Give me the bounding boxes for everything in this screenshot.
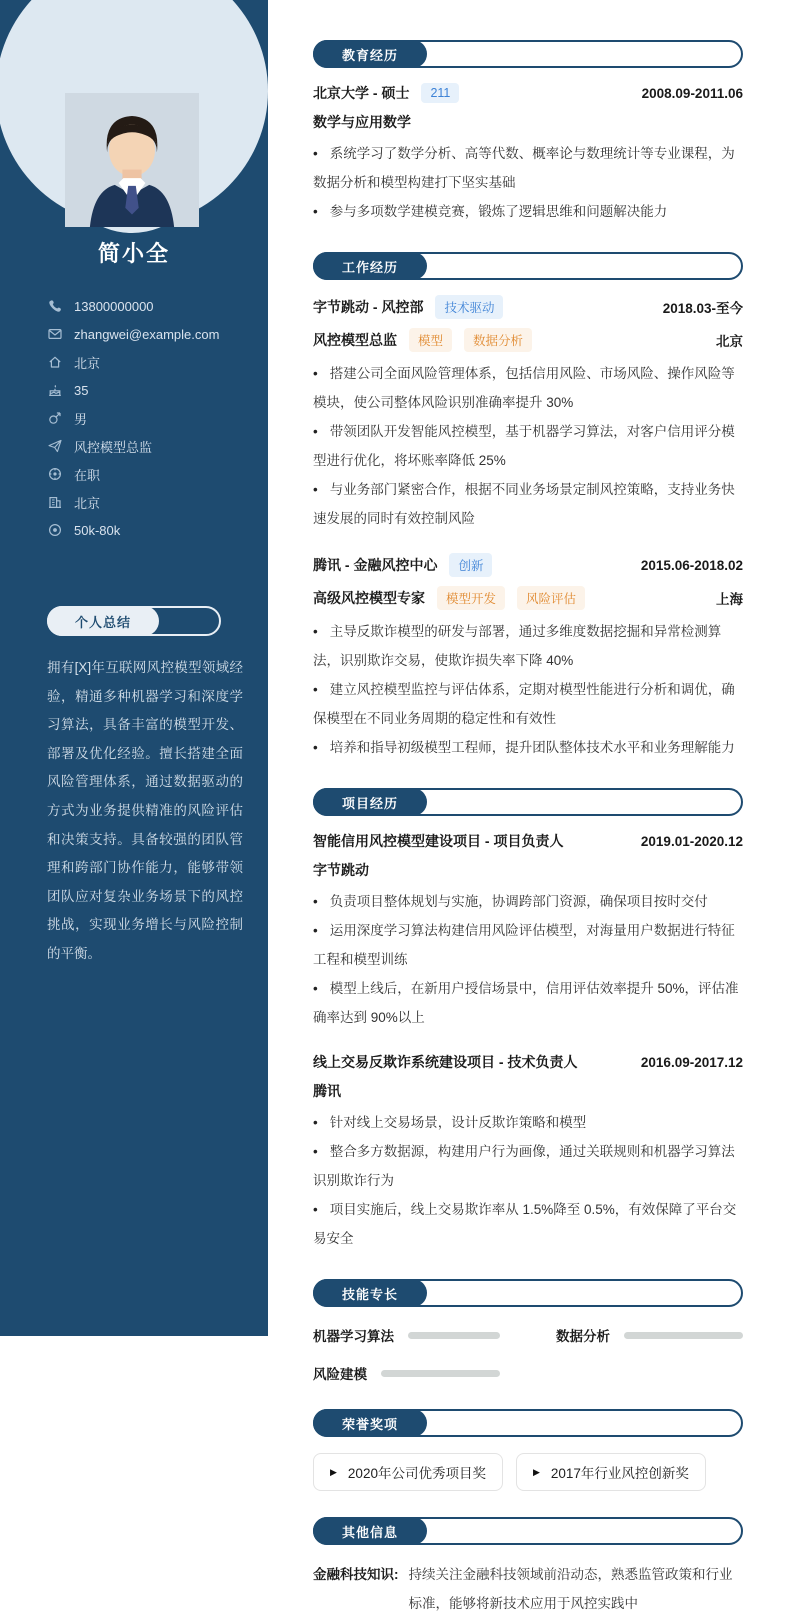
- project-entry-antifraud: [313, 1052, 743, 1253]
- award-chip-2020: [313, 1453, 503, 1491]
- contact-salary: [47, 516, 243, 544]
- bullet-item: [313, 617, 743, 675]
- candidate-name: 简小全: [97, 241, 170, 266]
- section-education: [313, 40, 743, 226]
- bullet-item: [313, 359, 743, 417]
- company-name: 腾讯 - 金融风控中心: [313, 557, 438, 574]
- contact-value: 35: [74, 382, 89, 398]
- company-badge: 技术驱动: [435, 295, 503, 319]
- education-header: [313, 40, 743, 68]
- bullet-text: 项目实施后，线上交易欺诈率从 1.5%降至 0.5%，有效保障了平台交易安全: [313, 1202, 737, 1247]
- triangle-marker-icon: ▶: [330, 1466, 337, 1477]
- summary-section-header: [47, 606, 221, 636]
- bullet-dot: •: [313, 894, 318, 910]
- section-projects: [313, 788, 743, 1253]
- bullet-dot: •: [313, 923, 318, 939]
- major-name: 数学与应用数学: [313, 114, 411, 130]
- bullet-text: 参与多项数学建模竞赛，锻炼了逻辑思维和问题解决能力: [329, 204, 668, 220]
- awards-header: [313, 1409, 743, 1437]
- work-header: [313, 252, 743, 280]
- bullet-dot: •: [313, 1202, 318, 1218]
- award-list: [313, 1453, 743, 1491]
- bullet-item: [313, 1195, 743, 1253]
- project-name: 线上交易反欺诈系统建设项目 - 技术负责人: [313, 1054, 578, 1071]
- skill-risk-modeling: [313, 1363, 500, 1383]
- awards-title: 荣誉奖项: [313, 1409, 427, 1437]
- bullet-dot: •: [313, 624, 318, 640]
- summary-text: 拥有[X]年互联网风控模型领域经验，精通多种机器学习和深度学习算法，具备丰富的模型开发、部署及优化经验。擅长搭建全面风险管理体系，通过数据驱动的方式为业务提供精准的风险评估和决策支持。具备较强的团队管理和跨部门协作能力，能够带领团队应对复杂业务场景下的风控挑战，实现业务增长与风险控制的平衡。: [47, 660, 243, 962]
- education-entry: [313, 83, 743, 226]
- bullet-item: [313, 887, 743, 916]
- contact-value: 北京: [74, 355, 101, 371]
- projects-header: [313, 788, 743, 816]
- contact-value: 13800000000: [74, 298, 154, 314]
- bullet-item: [313, 197, 743, 226]
- project-org: 字节跳动: [313, 862, 369, 879]
- skill-machine-learning: [313, 1325, 500, 1345]
- project-bullets: [313, 887, 743, 1032]
- contact-home: [47, 348, 243, 376]
- award-text: 2017年行业风控创新奖: [550, 1466, 689, 1482]
- skills-title: 技能专长: [313, 1279, 427, 1307]
- bullet-item: [313, 675, 743, 733]
- bullet-dot: •: [313, 366, 318, 382]
- work-bullets: [313, 359, 743, 533]
- skill-progress-bar: [624, 1332, 743, 1339]
- project-date: 2019.01-2020.12: [640, 833, 743, 849]
- home-icon: [47, 354, 63, 370]
- building-icon: [47, 494, 63, 510]
- job-role: 风控模型总监: [313, 332, 397, 349]
- bullet-text: 整合多方数据源，构建用户行为画像，通过关联规则和机器学习算法识别欺诈行为: [313, 1144, 735, 1189]
- contact-list: [0, 292, 268, 544]
- education-date: 2008.09-2011.06: [641, 85, 743, 101]
- bullet-dot: •: [313, 1144, 318, 1160]
- contact-status: [47, 460, 243, 488]
- contact-value: 男: [74, 411, 88, 427]
- summary-section-title: 个人总结: [47, 606, 159, 636]
- school-name: 北京大学 - 硕士: [313, 85, 410, 101]
- contact-gender: [47, 404, 243, 432]
- work-date: 2018.03-至今: [662, 301, 743, 317]
- bullet-item: [313, 1137, 743, 1195]
- salary-target-icon: [47, 522, 63, 538]
- bullet-item: [313, 417, 743, 475]
- status-icon: [47, 466, 63, 482]
- award-text: 2020年公司优秀项目奖: [347, 1466, 486, 1482]
- project-date: 2016.09-2017.12: [640, 1054, 743, 1070]
- education-title: 教育经历: [313, 40, 427, 68]
- bullet-text: 与业务部门紧密合作，根据不同业务场景定制风控策略，支持业务快速发展的同时有效控制风险: [313, 482, 735, 527]
- other-info-row: [313, 1561, 743, 1618]
- section-skills: [313, 1279, 743, 1383]
- age-cake-icon: [47, 382, 63, 398]
- work-date: 2015.06-2018.02: [640, 557, 743, 573]
- project-org: 腾讯: [313, 1083, 341, 1100]
- bullet-text: 带领团队开发智能风控模型，基于机器学习算法，对客户信用评分模型进行优化，将坏账率降低 25%: [313, 424, 735, 469]
- contact-position: [47, 432, 243, 460]
- company-name: 字节跳动 - 风控部: [313, 299, 424, 316]
- education-bullets: [313, 139, 743, 226]
- bullet-dot: •: [313, 482, 318, 498]
- work-entry-bytedance: [313, 295, 743, 533]
- company-badge: 创新: [449, 553, 492, 577]
- bullet-dot: •: [313, 740, 318, 756]
- bullet-text: 负责项目整体规划与实施，协调跨部门资源，确保项目按时交付: [329, 894, 708, 910]
- projects-title: 项目经历: [313, 788, 427, 816]
- job-role: 高级风控模型专家: [313, 590, 425, 607]
- work-bullets: [313, 617, 743, 762]
- contact-value: zhangwei@example.com: [74, 326, 220, 342]
- skill-name: 风险建模: [313, 1367, 367, 1383]
- work-title: 工作经历: [313, 252, 427, 280]
- section-awards: [313, 1409, 743, 1491]
- project-bullets: [313, 1108, 743, 1253]
- bullet-item: [313, 916, 743, 974]
- bullet-item: [313, 475, 743, 533]
- skill-name: 机器学习算法: [313, 1329, 394, 1345]
- bullet-text: 主导反欺诈模型的研发与部署，通过多维度数据挖掘和异常检测算法，识别欺诈交易，使欺诈损失率下降 40%: [313, 624, 722, 669]
- bullet-dot: •: [313, 1115, 318, 1131]
- school-badge-211: 211: [421, 83, 459, 103]
- skill-progress-bar: [408, 1332, 500, 1339]
- bullet-text: 运用深度学习算法构建信用风险评估模型，对海量用户数据进行特征工程和模型训练: [313, 923, 735, 968]
- section-work: [313, 252, 743, 762]
- bullet-text: 建立风控模型监控与评估体系，定期对模型性能进行分析和调优，确保模型在不同业务周期的稳定性和有效性: [313, 682, 735, 727]
- paper-plane-icon: [47, 438, 63, 454]
- bullet-text: 搭建公司全面风险管理体系，包括信用风险、市场风险、操作风险等模块，使公司整体风险识别准确率提升 30%: [313, 366, 735, 411]
- bullet-dot: •: [313, 981, 318, 997]
- contact-email: [47, 320, 243, 348]
- skill-list: [313, 1325, 743, 1383]
- bullet-dot: •: [313, 146, 318, 161]
- triangle-marker-icon: ▶: [532, 1466, 540, 1477]
- phone-icon: [47, 298, 63, 314]
- gender-icon: [47, 410, 63, 426]
- bullet-item: [313, 974, 743, 1032]
- resume-body: [268, 0, 794, 1611]
- other-title: 其他信息: [313, 1517, 427, 1545]
- role-tag: 模型: [409, 328, 452, 352]
- contact-age: [47, 376, 243, 404]
- bullet-dot: •: [313, 682, 318, 698]
- sidebar: [0, 0, 268, 1336]
- contact-phone: [47, 292, 243, 320]
- project-entry-credit-model: [313, 831, 743, 1032]
- contact-value: 在职: [74, 467, 101, 483]
- bullet-item: [313, 1108, 743, 1137]
- bullet-dot: •: [313, 424, 318, 440]
- contact-city: [47, 488, 243, 516]
- role-tag: 数据分析: [464, 328, 532, 352]
- email-icon: [47, 326, 63, 342]
- project-name: 智能信用风控模型建设项目 - 项目负责人: [313, 833, 564, 850]
- role-tag: 模型开发: [437, 586, 505, 610]
- bullet-item: [313, 733, 743, 762]
- work-location: 北京: [716, 334, 743, 350]
- role-tag: 风险评估: [517, 586, 585, 610]
- skill-name: 数据分析: [556, 1329, 610, 1345]
- award-chip-2017: [516, 1453, 706, 1491]
- bullet-text: 模型上线后，在新用户授信场景中，信用评估效率提升 50%，评估准确率达到 90%以上: [313, 981, 739, 1026]
- bullet-dot: •: [313, 204, 318, 220]
- bullet-text: 针对线上交易场景，设计反欺诈策略和模型: [329, 1115, 587, 1131]
- work-entry-tencent: [313, 553, 743, 762]
- other-header: [313, 1517, 743, 1545]
- bullet-item: [313, 139, 743, 197]
- other-info-label: 金融科技知识:: [313, 1567, 399, 1583]
- skill-data-analysis: [556, 1325, 743, 1345]
- bullet-text: 培养和指导初级模型工程师，提升团队整体技术水平和业务理解能力: [329, 740, 735, 756]
- contact-value: 50k-80k: [74, 522, 121, 538]
- contact-value: 北京: [74, 495, 101, 511]
- other-info-text: 持续关注金融科技领域前沿动态，熟悉监管政策和行业标准，能够将新技术应用于风控实践中: [408, 1567, 733, 1611]
- skill-progress-bar: [381, 1370, 500, 1377]
- section-other: [313, 1517, 743, 1618]
- work-location: 上海: [716, 592, 743, 608]
- contact-value: 风控模型总监: [74, 439, 153, 455]
- skills-header: [313, 1279, 743, 1307]
- bullet-text: 系统学习了数学分析、高等代数、概率论与数理统计等专业课程，为数据分析和模型构建打下坚实基础: [313, 146, 735, 191]
